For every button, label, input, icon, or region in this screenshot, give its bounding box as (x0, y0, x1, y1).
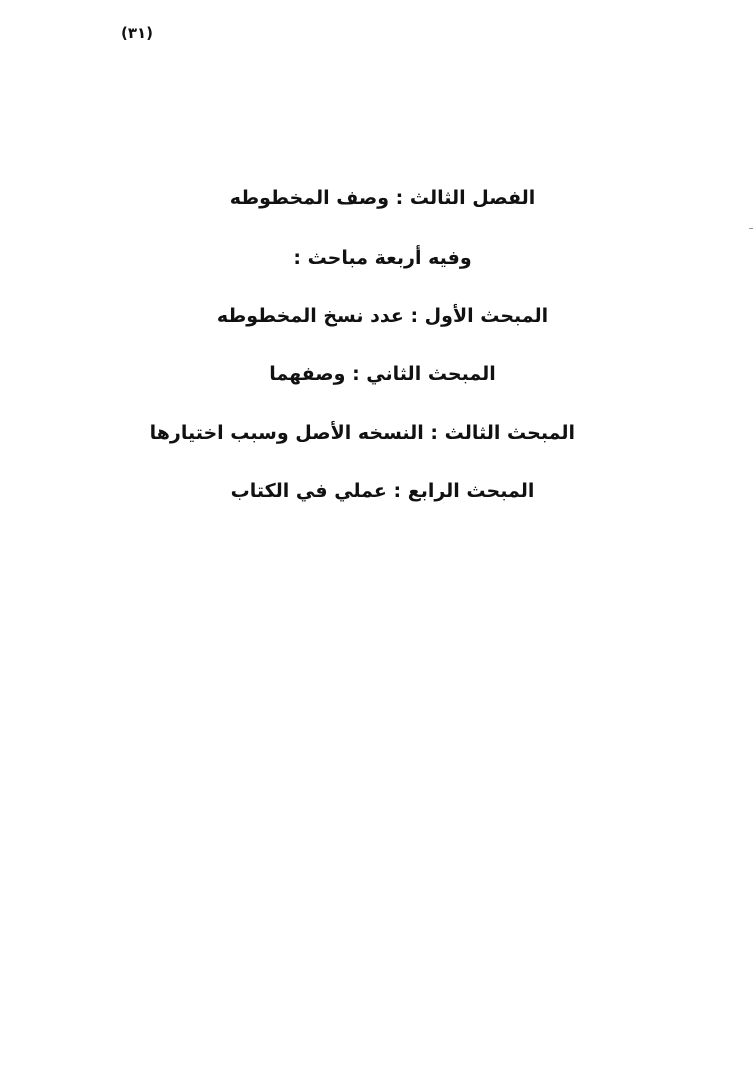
section-heading-4: المبحث الرابع : عملي في الكتاب (230, 480, 535, 502)
chapter-title: الفصل الثالث : وصف المخطوطه (229, 187, 536, 209)
page-number: (٣١) (120, 24, 154, 42)
section-heading-2: المبحث الثاني : وصفهما (269, 363, 496, 385)
intro-line: وفيه أربعة مباحث : (293, 247, 472, 269)
scan-edge-mark (749, 228, 753, 229)
section-heading-3: المبحث الثالث : النسخه الأصل وسبب اختيارها (149, 422, 575, 444)
section-heading-1: المبحث الأول : عدد نسخ المخطوطه (216, 305, 549, 327)
